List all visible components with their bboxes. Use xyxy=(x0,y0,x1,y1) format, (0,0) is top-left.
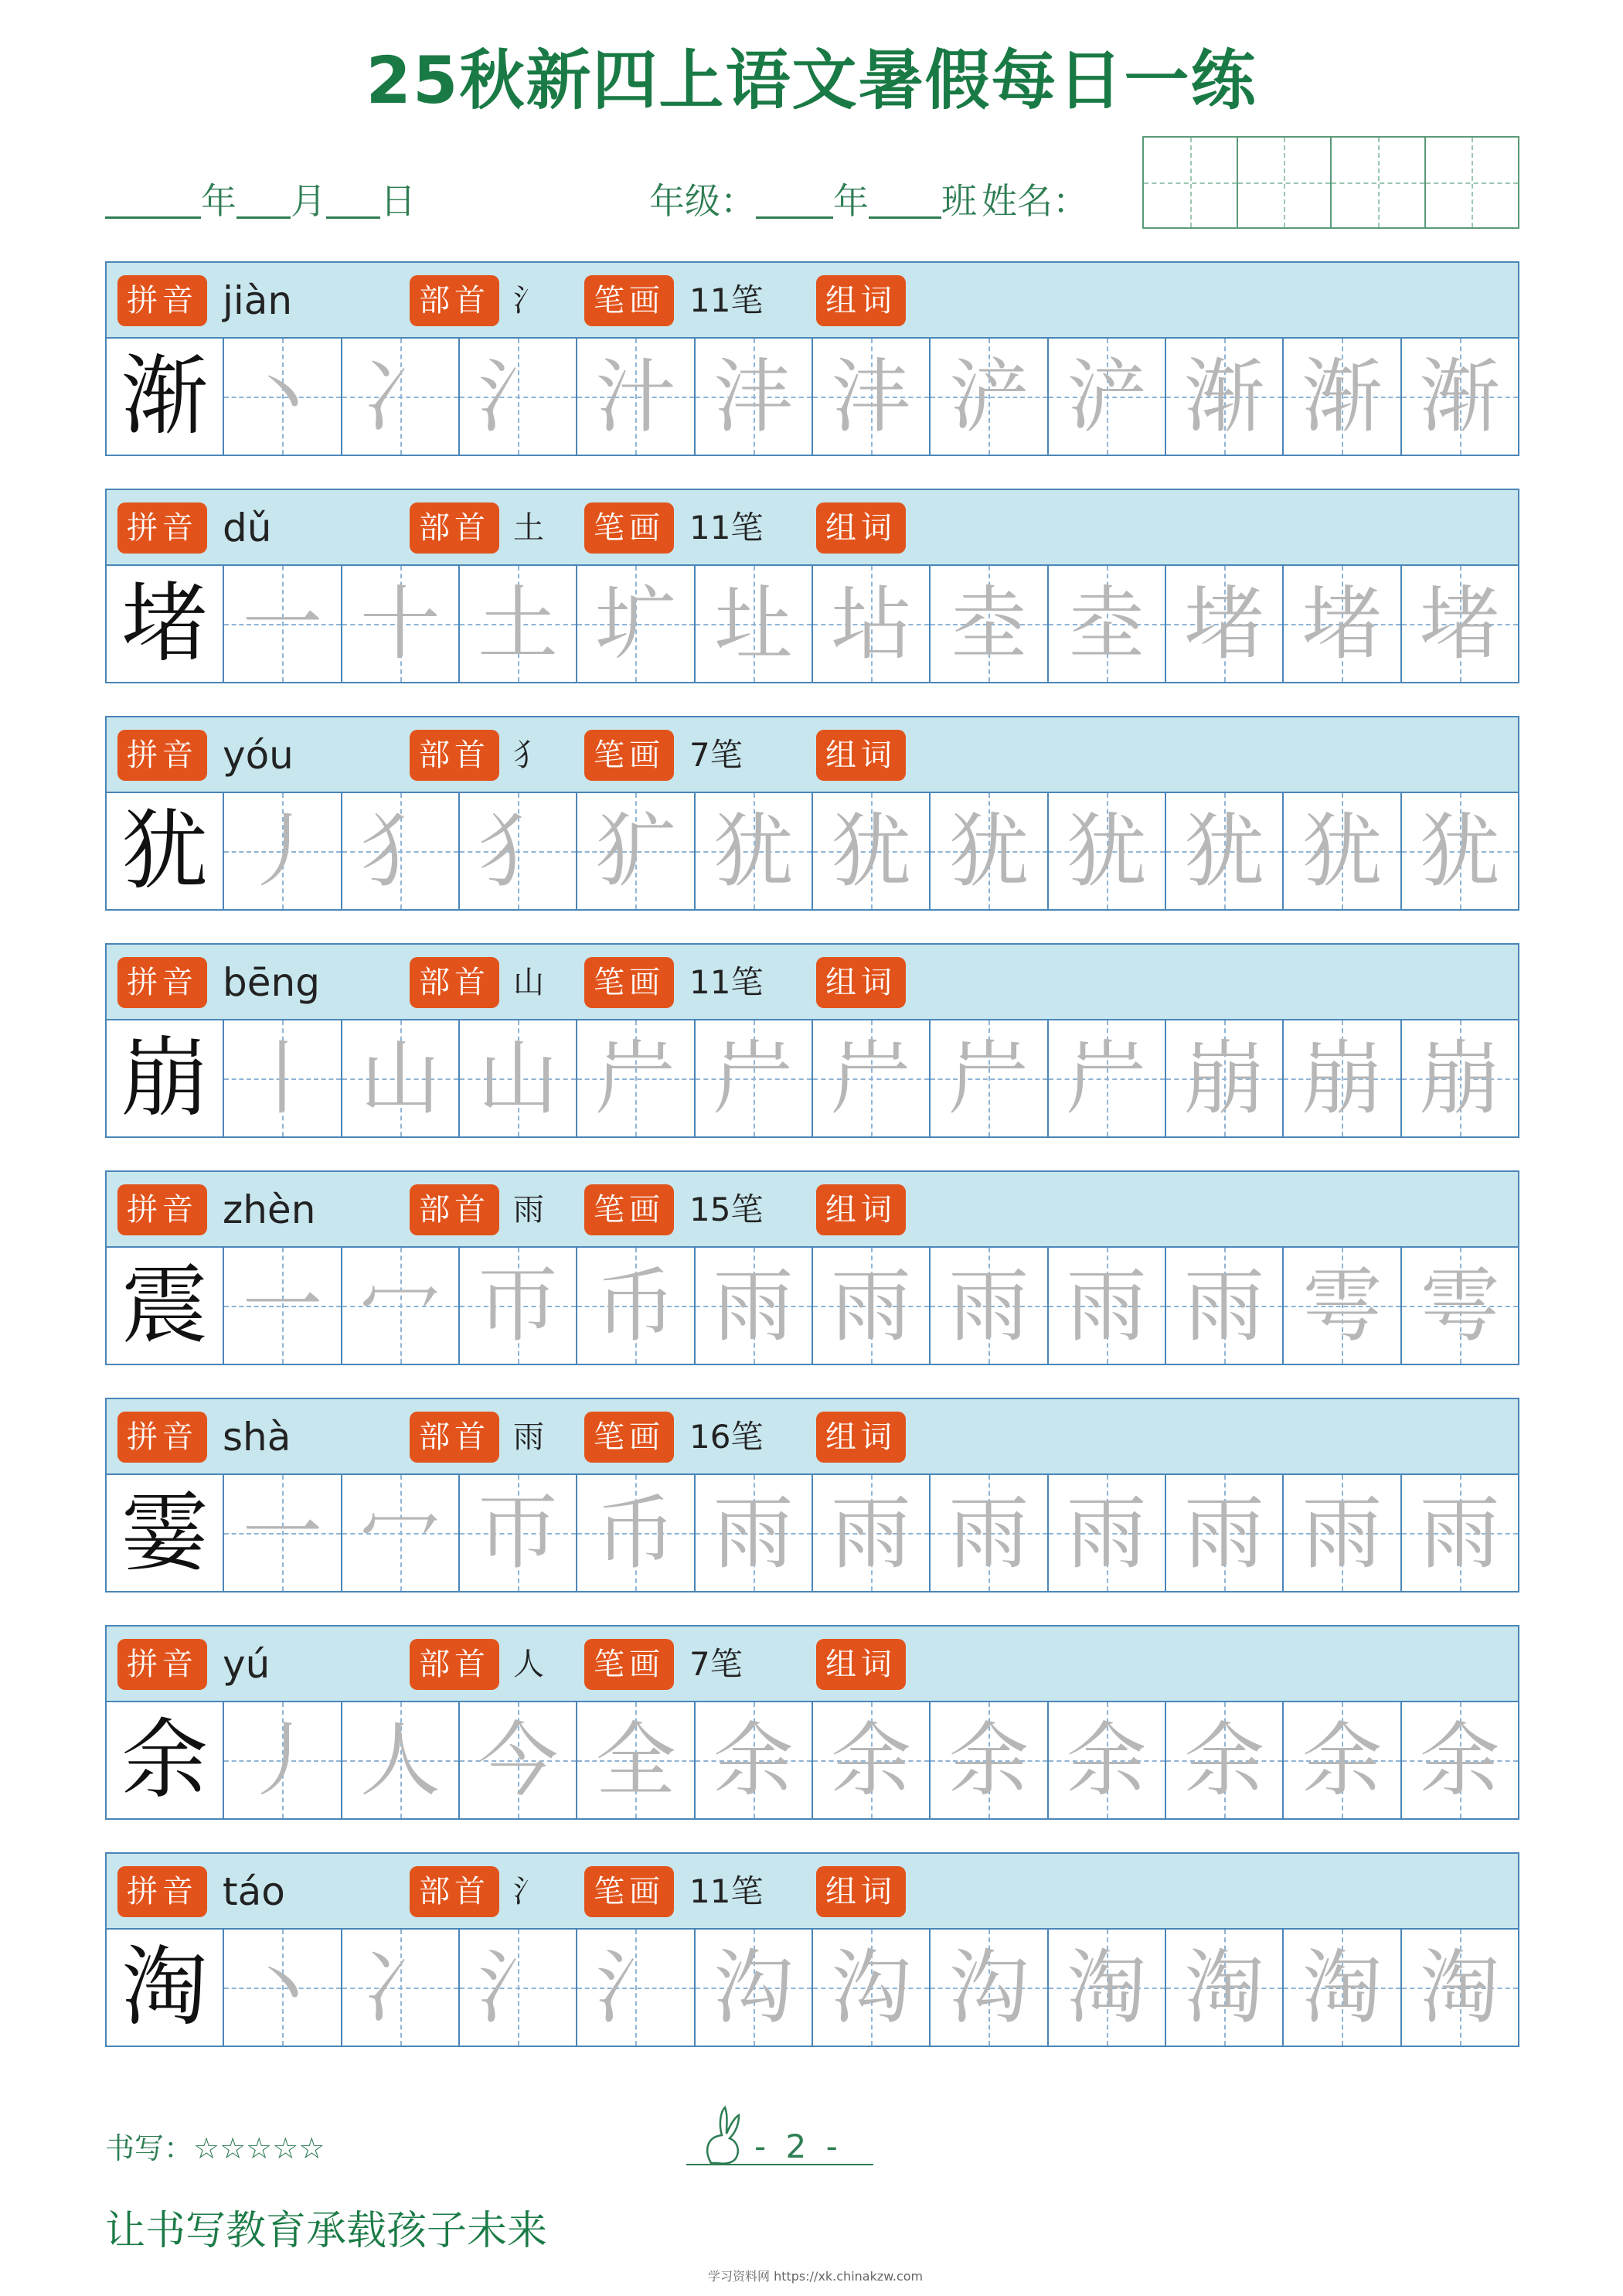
stroke-step-glyph: 淘 xyxy=(1184,1940,1265,2035)
stroke-step-glyph: 冫 xyxy=(359,1940,441,2035)
stroke-step-glyph: 沟 xyxy=(713,1940,794,2035)
stroke-step-glyph: 浐 xyxy=(1066,349,1147,444)
grade-unit: 年 xyxy=(833,180,869,222)
stroke-step-glyph: 余 xyxy=(948,1713,1029,1807)
stroke-order-cell[interactable] xyxy=(813,1020,931,1136)
pinyin-tag: 拼音 xyxy=(117,730,207,781)
stroke-step-glyph: 雨 xyxy=(713,1259,794,1353)
radical-tag: 部首 xyxy=(410,275,499,326)
pinyin-value: zhèn xyxy=(223,1187,316,1232)
writing-row xyxy=(105,1930,1519,2047)
radical-tag: 部首 xyxy=(410,1184,499,1235)
stroke-order-cell[interactable] xyxy=(1166,339,1284,455)
stroke-step-glyph: 丿 xyxy=(242,1713,323,1807)
stroke-order-cell[interactable] xyxy=(1284,1475,1401,1591)
model-char-glyph: 堵 xyxy=(121,574,209,674)
stroke-step-glyph: 犹 xyxy=(1184,804,1265,898)
stroke-step-glyph: 犷 xyxy=(595,804,676,898)
stroke-step-glyph: 沟 xyxy=(948,1940,1029,2035)
slogan: 让书写教育承载孩子未来 xyxy=(105,2208,548,2254)
word-tag: 组词 xyxy=(816,730,906,781)
stroke-step-glyph: 冖 xyxy=(359,1259,441,1353)
stroke-step-glyph: 氵 xyxy=(478,349,559,444)
grade-label: 年级： xyxy=(649,180,756,222)
stroke-order-cell[interactable] xyxy=(460,1248,577,1364)
date-line xyxy=(105,180,416,222)
stroke-order-cell[interactable] xyxy=(1049,1930,1166,2046)
stroke-order-cell[interactable] xyxy=(696,339,813,455)
word-tag: 组词 xyxy=(816,1866,906,1917)
stroke-order-cell[interactable] xyxy=(577,1248,695,1364)
stroke-order-cell[interactable] xyxy=(1049,1020,1166,1136)
stroke-step-glyph: 丶 xyxy=(242,349,323,444)
pinyin-tag: 拼音 xyxy=(117,275,207,326)
stroke-order-cell[interactable] xyxy=(1049,566,1166,682)
stroke-order-cell[interactable] xyxy=(577,1702,695,1818)
stroke-order-cell[interactable] xyxy=(813,1475,931,1591)
month-blank[interactable] xyxy=(236,182,291,219)
stroke-order-cell[interactable] xyxy=(1402,566,1518,682)
stroke-order-cell[interactable] xyxy=(577,1020,695,1136)
strokes-tag: 笔画 xyxy=(584,1412,674,1463)
stroke-order-cell[interactable] xyxy=(342,793,460,909)
stroke-order-cell[interactable] xyxy=(342,1020,460,1136)
stroke-order-cell[interactable] xyxy=(1166,793,1284,909)
stroke-step-glyph: 坴 xyxy=(948,577,1029,671)
model-char xyxy=(107,566,224,682)
model-char xyxy=(107,1702,224,1818)
writing-rating: 书写：☆☆☆☆☆ xyxy=(105,2131,325,2165)
stroke-order-cell[interactable] xyxy=(1166,1475,1284,1591)
pinyin-value: bēng xyxy=(223,960,320,1005)
stroke-order-cell[interactable] xyxy=(1284,1020,1401,1136)
stroke-step-glyph: 币 xyxy=(595,1486,676,1580)
day-label: 日 xyxy=(380,180,416,222)
stroke-order-cell[interactable] xyxy=(460,1475,577,1591)
model-char-glyph: 犹 xyxy=(121,801,209,901)
stroke-step-glyph: 丨 xyxy=(242,1031,323,1126)
stroke-step-glyph: 全 xyxy=(595,1713,676,1807)
word-tag: 组词 xyxy=(816,1412,906,1463)
stroke-order-cell[interactable] xyxy=(224,566,342,682)
writing-row xyxy=(105,566,1519,683)
stroke-step-glyph: 雨 xyxy=(713,1486,794,1580)
pinyin-value: jiàn xyxy=(223,278,293,323)
stroke-step-glyph: 一 xyxy=(242,577,323,671)
strokes-tag: 笔画 xyxy=(584,957,674,1008)
char-info-header xyxy=(105,489,1519,566)
grade-blank[interactable] xyxy=(756,182,833,219)
stroke-order-cell[interactable] xyxy=(1402,1702,1518,1818)
stroke-order-cell[interactable] xyxy=(460,793,577,909)
class-line xyxy=(649,180,1088,222)
writing-row xyxy=(105,1020,1519,1138)
stroke-step-glyph: 丶 xyxy=(242,1940,323,2035)
month-label: 月 xyxy=(291,180,326,222)
stroke-step-glyph: 冫 xyxy=(359,349,441,444)
stroke-order-cell[interactable] xyxy=(460,566,577,682)
stroke-order-cell[interactable] xyxy=(931,1475,1048,1591)
stroke-step-glyph: 雨 xyxy=(1184,1259,1265,1353)
radical-tag: 部首 xyxy=(410,1639,499,1690)
radical-value: 土 xyxy=(513,510,544,546)
stroke-step-glyph: 堵 xyxy=(1184,577,1265,671)
stroke-step-glyph: 余 xyxy=(713,1713,794,1807)
class-label: 班 xyxy=(941,180,977,222)
stroke-step-glyph: 雨 xyxy=(948,1486,1029,1580)
stroke-step-glyph: 雨 xyxy=(948,1259,1029,1353)
radical-tag: 部首 xyxy=(410,730,499,781)
stroke-order-cell[interactable] xyxy=(813,339,931,455)
stroke-step-glyph: 圵 xyxy=(713,577,794,671)
stroke-order-cell[interactable] xyxy=(1049,339,1166,455)
stroke-order-cell[interactable] xyxy=(342,339,460,455)
year-label: 年 xyxy=(201,180,236,222)
stroke-step-glyph: 一 xyxy=(242,1486,323,1580)
stroke-order-cell[interactable] xyxy=(1402,793,1518,909)
pinyin-tag: 拼音 xyxy=(117,1866,207,1917)
stroke-order-cell[interactable] xyxy=(460,1930,577,2046)
stroke-step-glyph: 沣 xyxy=(713,349,794,444)
char-info-header xyxy=(105,261,1519,339)
stroke-step-glyph: 圹 xyxy=(595,577,676,671)
stroke-order-cell[interactable] xyxy=(696,1475,813,1591)
stroke-order-cell[interactable] xyxy=(1284,793,1401,909)
radical-value: 犭 xyxy=(513,738,544,773)
writing-row xyxy=(105,793,1519,911)
stroke-order-cell[interactable] xyxy=(696,1020,813,1136)
stroke-order-cell[interactable] xyxy=(931,1248,1048,1364)
stroke-order-cell[interactable] xyxy=(577,1475,695,1591)
model-char xyxy=(107,339,224,455)
strokes-value: 7笔 xyxy=(689,1645,743,1683)
stroke-step-glyph: 余 xyxy=(1184,1713,1265,1807)
stroke-step-glyph: 雨 xyxy=(1419,1486,1500,1580)
stroke-step-glyph: 屵 xyxy=(713,1031,794,1126)
writing-row xyxy=(105,1475,1519,1593)
stroke-step-glyph: 山 xyxy=(478,1031,559,1126)
radical-value: 雨 xyxy=(513,1419,544,1455)
stroke-order-cell[interactable] xyxy=(1284,1930,1401,2046)
stroke-step-glyph: 犹 xyxy=(1066,804,1147,898)
radical-value: 雨 xyxy=(513,1192,544,1228)
stroke-step-glyph: 余 xyxy=(1301,1713,1383,1807)
strokes-tag: 笔画 xyxy=(584,1184,674,1235)
pinyin-value: yú xyxy=(223,1642,270,1687)
stroke-order-cell[interactable] xyxy=(577,339,695,455)
stroke-step-glyph: 丿 xyxy=(242,804,323,898)
page-number-area xyxy=(680,2103,881,2172)
stroke-order-cell[interactable] xyxy=(696,793,813,909)
name-cell[interactable] xyxy=(1332,138,1426,227)
word-tag: 组词 xyxy=(816,275,906,326)
strokes-tag: 笔画 xyxy=(584,275,674,326)
word-tag: 组词 xyxy=(816,957,906,1008)
stroke-step-glyph: 犹 xyxy=(713,804,794,898)
stroke-order-cell[interactable] xyxy=(1284,1248,1401,1364)
stroke-order-cell[interactable] xyxy=(1049,1248,1166,1364)
stroke-step-glyph: 渐 xyxy=(1419,349,1500,444)
char-practice-block xyxy=(105,943,1519,1138)
strokes-value: 11笔 xyxy=(689,281,764,319)
stroke-order-cell[interactable] xyxy=(460,1020,577,1136)
stroke-order-cell[interactable] xyxy=(224,339,342,455)
strokes-value: 7笔 xyxy=(689,736,743,774)
word-tag: 组词 xyxy=(816,502,906,554)
char-practice-block xyxy=(105,1170,1519,1365)
stroke-step-glyph: 雩 xyxy=(1301,1259,1383,1353)
stroke-step-glyph: 犹 xyxy=(1419,804,1500,898)
stroke-order-cell[interactable] xyxy=(1402,339,1518,455)
stroke-step-glyph: 余 xyxy=(831,1713,912,1807)
stroke-step-glyph: 沟 xyxy=(831,1940,912,2035)
year-blank[interactable] xyxy=(105,182,201,219)
char-info-header xyxy=(105,943,1519,1020)
stroke-step-glyph: 崩 xyxy=(1419,1031,1500,1126)
stroke-order-cell[interactable] xyxy=(696,566,813,682)
stroke-step-glyph: 屵 xyxy=(948,1031,1029,1126)
page-number: - 2 - xyxy=(754,2127,842,2165)
char-info-header xyxy=(105,1852,1519,1930)
stroke-step-glyph: 余 xyxy=(1419,1713,1500,1807)
stroke-order-cell[interactable] xyxy=(1402,1020,1518,1136)
pinyin-tag: 拼音 xyxy=(117,957,207,1008)
stroke-order-cell[interactable] xyxy=(1402,1248,1518,1364)
stroke-step-glyph: 淘 xyxy=(1419,1940,1500,2035)
stroke-step-glyph: 崩 xyxy=(1301,1031,1383,1126)
radical-tag: 部首 xyxy=(410,957,499,1008)
stroke-order-cell[interactable] xyxy=(1284,566,1401,682)
stroke-step-glyph: 堵 xyxy=(1301,577,1383,671)
stroke-step-glyph: 雩 xyxy=(1419,1259,1500,1353)
stroke-order-cell[interactable] xyxy=(577,793,695,909)
stroke-order-cell[interactable] xyxy=(931,1020,1048,1136)
stroke-step-glyph: 屵 xyxy=(595,1031,676,1126)
stroke-order-cell[interactable] xyxy=(342,1930,460,2046)
stroke-step-glyph: 帀 xyxy=(478,1259,559,1353)
pinyin-value: yóu xyxy=(223,733,294,778)
radical-value: 氵 xyxy=(513,283,544,319)
stroke-step-glyph: 浐 xyxy=(948,349,1029,444)
char-info-header xyxy=(105,1170,1519,1248)
name-cell[interactable] xyxy=(1238,138,1332,227)
stroke-order-cell[interactable] xyxy=(1284,1702,1401,1818)
stroke-step-glyph: 雨 xyxy=(1184,1486,1265,1580)
stroke-step-glyph: 淘 xyxy=(1066,1940,1147,2035)
stroke-order-cell[interactable] xyxy=(931,566,1048,682)
stroke-order-cell[interactable] xyxy=(342,1248,460,1364)
stroke-step-glyph: 土 xyxy=(478,577,559,671)
stroke-step-glyph: 犹 xyxy=(1301,804,1383,898)
stroke-step-glyph: 雨 xyxy=(1066,1259,1147,1353)
strokes-tag: 笔画 xyxy=(584,1866,674,1917)
stroke-order-cell[interactable] xyxy=(1049,1702,1166,1818)
stroke-order-cell[interactable] xyxy=(931,1930,1048,2046)
pinyin-value: shà xyxy=(223,1415,291,1460)
char-practice-block xyxy=(105,1625,1519,1820)
model-char-glyph: 渐 xyxy=(121,346,209,447)
stroke-order-cell[interactable] xyxy=(342,566,460,682)
stroke-order-cell[interactable] xyxy=(342,1475,460,1591)
stroke-step-glyph: 雨 xyxy=(1066,1486,1147,1580)
day-blank[interactable] xyxy=(326,182,380,219)
radical-value: 山 xyxy=(513,965,544,1000)
stroke-step-glyph: 汁 xyxy=(595,349,676,444)
pinyin-value: dǔ xyxy=(223,506,272,550)
stroke-order-cell[interactable] xyxy=(224,1930,342,2046)
model-char xyxy=(107,1475,224,1591)
model-char-glyph: 崩 xyxy=(121,1028,209,1129)
radical-value: 人 xyxy=(513,1647,544,1682)
stroke-step-glyph: 十 xyxy=(359,577,441,671)
stroke-step-glyph: 山 xyxy=(359,1031,441,1126)
source-url: 学习资料网 https://xk.chinakzw.com xyxy=(708,2269,924,2284)
char-practice-block xyxy=(105,716,1519,911)
stroke-order-cell[interactable] xyxy=(1049,793,1166,909)
model-char-glyph: 余 xyxy=(121,1710,209,1811)
stroke-order-cell[interactable] xyxy=(460,1702,577,1818)
stroke-step-glyph: 氵 xyxy=(595,1940,676,2035)
stroke-step-glyph: 犹 xyxy=(948,804,1029,898)
strokes-tag: 笔画 xyxy=(584,502,674,554)
stroke-order-cell[interactable] xyxy=(1166,1020,1284,1136)
char-practice-block xyxy=(105,489,1519,683)
stroke-step-glyph: 崩 xyxy=(1184,1031,1265,1126)
stroke-order-cell[interactable] xyxy=(460,339,577,455)
stroke-order-cell[interactable] xyxy=(1402,1475,1518,1591)
char-info-header xyxy=(105,1398,1519,1475)
stroke-step-glyph: 雨 xyxy=(1301,1486,1383,1580)
strokes-value: 11笔 xyxy=(689,963,764,1001)
stroke-order-cell[interactable] xyxy=(696,1248,813,1364)
stroke-order-cell[interactable] xyxy=(1166,566,1284,682)
strokes-value: 11笔 xyxy=(689,509,764,547)
stroke-step-glyph: 人 xyxy=(359,1713,441,1807)
writing-row xyxy=(105,1248,1519,1365)
model-char-glyph: 淘 xyxy=(121,1937,209,2038)
radical-tag: 部首 xyxy=(410,1412,499,1463)
stroke-order-cell[interactable] xyxy=(224,1475,342,1591)
stroke-order-cell[interactable] xyxy=(224,793,342,909)
pinyin-tag: 拼音 xyxy=(117,502,207,554)
stroke-step-glyph: 坴 xyxy=(1066,577,1147,671)
stroke-step-glyph: 一 xyxy=(242,1259,323,1353)
stroke-order-cell[interactable] xyxy=(696,1930,813,2046)
stroke-step-glyph: 沣 xyxy=(831,349,912,444)
stroke-step-glyph: 犭 xyxy=(478,804,559,898)
stroke-step-glyph: 渐 xyxy=(1301,349,1383,444)
stroke-step-glyph: 帀 xyxy=(478,1486,559,1580)
stroke-step-glyph: 屵 xyxy=(831,1031,912,1126)
stroke-step-glyph: 堵 xyxy=(1419,577,1500,671)
stroke-order-cell[interactable] xyxy=(577,1930,695,2046)
stroke-order-cell[interactable] xyxy=(696,1702,813,1818)
stroke-order-cell[interactable] xyxy=(931,793,1048,909)
stroke-order-cell[interactable] xyxy=(813,1702,931,1818)
model-char xyxy=(107,1248,224,1364)
char-practice-block xyxy=(105,1398,1519,1593)
stroke-step-glyph: 犹 xyxy=(831,804,912,898)
model-char-glyph: 霎 xyxy=(121,1483,209,1583)
stroke-order-cell[interactable] xyxy=(813,793,931,909)
char-info-header xyxy=(105,716,1519,793)
char-practice-block xyxy=(105,1852,1519,2047)
stroke-order-cell[interactable] xyxy=(931,1702,1048,1818)
stroke-order-cell[interactable] xyxy=(813,1930,931,2046)
model-char-glyph: 震 xyxy=(121,1255,209,1356)
stroke-order-cell[interactable] xyxy=(1166,1702,1284,1818)
stroke-step-glyph: 币 xyxy=(595,1259,676,1353)
char-info-header xyxy=(105,1625,1519,1702)
name-writing-grid[interactable] xyxy=(1142,136,1519,229)
stroke-step-glyph: 屵 xyxy=(1066,1031,1147,1126)
stroke-order-cell[interactable] xyxy=(224,1248,342,1364)
stroke-step-glyph: 今 xyxy=(478,1713,559,1807)
radical-tag: 部首 xyxy=(410,1866,499,1917)
name-cell[interactable] xyxy=(1426,138,1519,227)
pinyin-tag: 拼音 xyxy=(117,1184,207,1235)
strokes-value: 16笔 xyxy=(689,1418,764,1456)
stroke-order-cell[interactable] xyxy=(1049,1475,1166,1591)
stroke-order-cell[interactable] xyxy=(342,1702,460,1818)
strokes-tag: 笔画 xyxy=(584,1639,674,1690)
writing-row xyxy=(105,339,1519,456)
page-title: 25秋新四上语文暑假每日一练 xyxy=(366,43,1257,118)
word-tag: 组词 xyxy=(816,1184,906,1235)
strokes-value: 15笔 xyxy=(689,1191,764,1228)
stroke-step-glyph: 冖 xyxy=(359,1486,441,1580)
stroke-order-cell[interactable] xyxy=(224,1702,342,1818)
stroke-step-glyph: 犭 xyxy=(359,804,441,898)
pinyin-value: táo xyxy=(223,1869,285,1914)
stroke-order-cell[interactable] xyxy=(224,1020,342,1136)
stroke-order-cell[interactable] xyxy=(931,339,1048,455)
stroke-step-glyph: 雨 xyxy=(831,1259,912,1353)
char-practice-block xyxy=(105,261,1519,456)
stroke-step-glyph: 淘 xyxy=(1301,1940,1383,2035)
name-cell[interactable] xyxy=(1144,138,1238,227)
pinyin-tag: 拼音 xyxy=(117,1639,207,1690)
radical-value: 氵 xyxy=(513,1874,544,1909)
strokes-value: 11笔 xyxy=(689,1872,764,1910)
writing-row xyxy=(105,1702,1519,1820)
stroke-step-glyph: 渐 xyxy=(1184,349,1265,444)
word-tag: 组词 xyxy=(816,1639,906,1690)
stroke-order-cell[interactable] xyxy=(1166,1248,1284,1364)
name-label: 姓名： xyxy=(982,180,1088,222)
stroke-order-cell[interactable] xyxy=(813,566,931,682)
stroke-step-glyph: 余 xyxy=(1066,1713,1147,1807)
model-char xyxy=(107,1020,224,1136)
model-char xyxy=(107,793,224,909)
stroke-order-cell[interactable] xyxy=(813,1248,931,1364)
strokes-tag: 笔画 xyxy=(584,730,674,781)
stroke-order-cell[interactable] xyxy=(1402,1930,1518,2046)
radical-tag: 部首 xyxy=(410,502,499,554)
class-blank[interactable] xyxy=(869,182,941,219)
stroke-step-glyph: 氵 xyxy=(478,1940,559,2035)
stroke-step-glyph: 雨 xyxy=(831,1486,912,1580)
stroke-order-cell[interactable] xyxy=(1166,1930,1284,2046)
model-char xyxy=(107,1930,224,2046)
stroke-order-cell[interactable] xyxy=(1284,339,1401,455)
stroke-step-glyph: 坫 xyxy=(831,577,912,671)
stroke-order-cell[interactable] xyxy=(577,566,695,682)
pinyin-tag: 拼音 xyxy=(117,1412,207,1463)
